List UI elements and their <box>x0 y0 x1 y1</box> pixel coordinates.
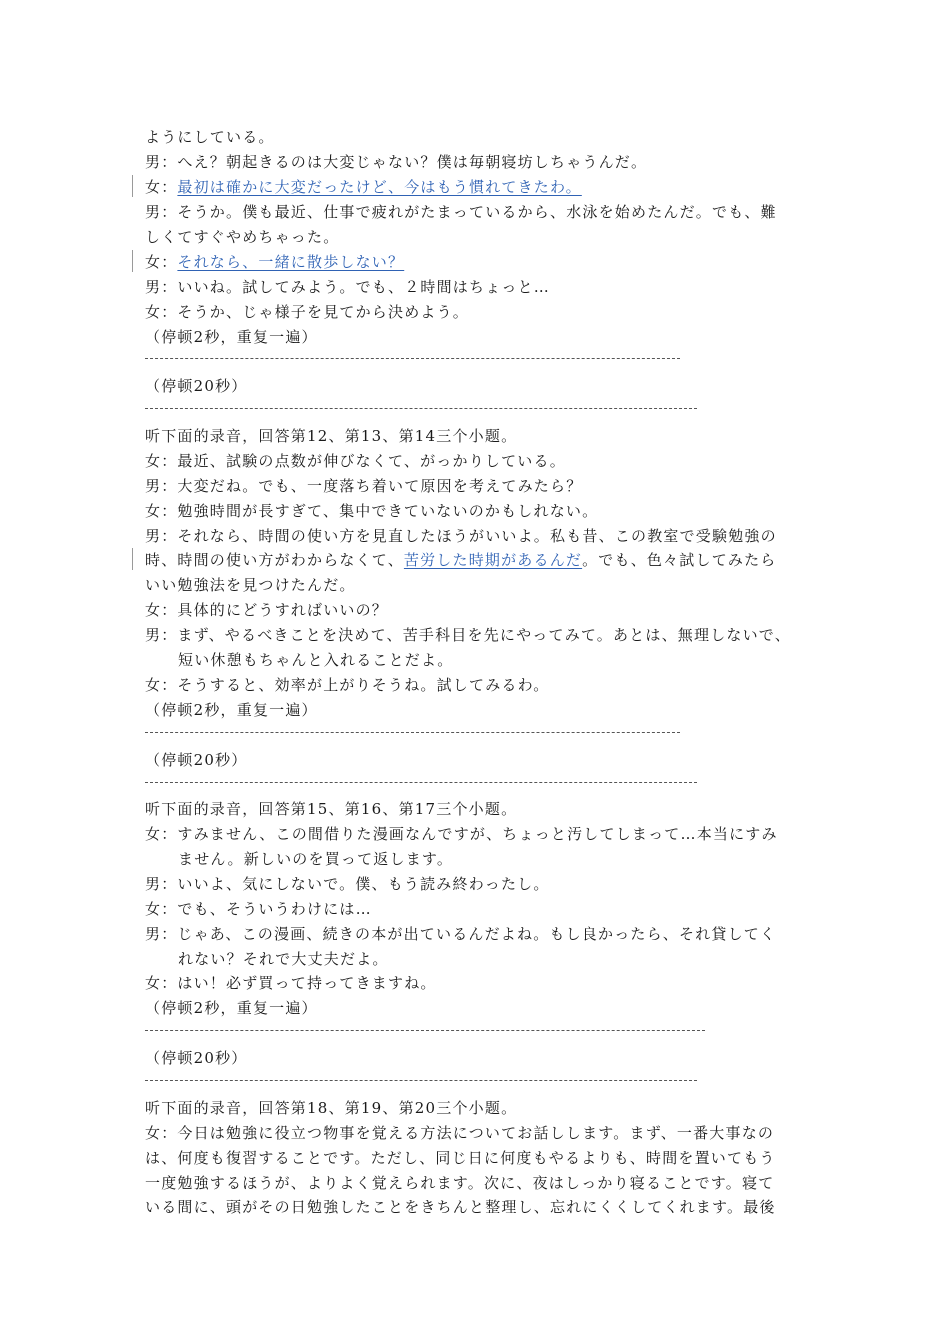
dialogue-line: 女：具体的にどうすればいいの？ <box>145 601 389 619</box>
pause-instruction: （停顿20秒） <box>145 751 248 769</box>
pause-instruction: （停顿2秒，重复一遍） <box>145 328 318 346</box>
separator-rule <box>145 776 697 788</box>
dialogue-line: いる間に、頭がその日勉強したことをきちんと整理し、忘れにくくしてくれます。最後 <box>145 1198 776 1216</box>
dialogue-line: れない？それで大丈夫だよ。 <box>178 950 389 968</box>
speaker-label: 女： <box>145 502 178 520</box>
speaker-label: 女： <box>145 452 178 470</box>
pause-instruction: （停顿2秒，重复一遍） <box>145 999 318 1017</box>
dialogue-line <box>145 175 825 199</box>
dialogue-line: 男：じゃあ、この漫画、続きの本が出ているんだよね。もし良かったら、それ貸してく <box>145 925 777 943</box>
pause-instruction: （停顿20秒） <box>145 377 248 395</box>
dialogue-line: いい勉強法を見つけたんだ。 <box>145 576 356 594</box>
speaker-label: 女： <box>145 900 178 918</box>
revision-bar <box>132 175 133 197</box>
speaker-label: 女： <box>145 676 178 694</box>
speaker-label: 女： <box>145 1124 178 1142</box>
speaker-label: 男： <box>145 875 178 893</box>
pause-instruction: （停顿20秒） <box>145 1049 248 1067</box>
dialogue-line: 女：勉強時間が長すぎて、集中できていないのかもしれない。 <box>145 502 599 520</box>
speaker-label: 女： <box>145 303 178 321</box>
dialogue-line: ません。新しいのを買って返します。 <box>178 850 454 868</box>
dialogue-line: 男：いいよ、気にしないで。僕、もう読み終わったし。 <box>145 875 550 893</box>
dialogue-line: 女：そうすると、効率が上がりそうね。試してみるわ。 <box>145 676 550 694</box>
section-heading: 听下面的录音，回答第18、第19、第20三个小题。 <box>145 1099 518 1117</box>
separator-rule <box>145 402 697 414</box>
dialogue-line: 男：まず、やるべきことを決めて、苦手科目を先にやってみて。あとは、無理しないで、 <box>145 626 791 644</box>
speaker-label: 女： <box>145 974 178 992</box>
separator-rule <box>145 352 680 364</box>
highlighted-answer: 最初は確かに大変だったけど、今はもう慣れてきたわ。 <box>177 178 582 196</box>
speaker-label: 女： <box>145 178 178 196</box>
speaker-label: 男： <box>145 477 178 495</box>
dialogue-line: ようにしている。 <box>145 128 275 146</box>
highlighted-answer: 苦労した時期があるんだ <box>403 551 583 569</box>
section-heading: 听下面的录音，回答第12、第13、第14三个小题。 <box>145 427 518 445</box>
speaker-label: 女： <box>145 825 178 843</box>
dialogue-line: 女：すみません、この間借りた漫画なんですが、ちょっと汚してしまって…本当にすみ <box>145 825 778 843</box>
dialogue-line: 短い休憩もちゃんと入れることだよ。 <box>178 651 454 669</box>
dialogue-line: 女：はい！必ず買って持ってきますね。 <box>145 974 437 992</box>
speaker-label: 女： <box>145 601 178 619</box>
dialogue-line: 時、時間の使い方がわからなくて、苦労した時期があるんだ。でも、色々試してみたら <box>145 551 777 569</box>
speaker-label: 男： <box>145 278 178 296</box>
separator-rule <box>145 1074 697 1086</box>
dialogue-line: 女：最近、試験の点数が伸びなくて、がっかりしている。 <box>145 452 566 470</box>
separator-rule <box>145 726 680 738</box>
speaker-label: 男： <box>145 626 178 644</box>
dialogue-line: 女：そうか、じゃ様子を見てから決めよう。 <box>145 303 470 321</box>
section-heading: 听下面的录音，回答第15、第16、第17三个小题。 <box>145 800 518 818</box>
speaker-label: 女： <box>145 253 178 271</box>
speaker-label: 男： <box>145 527 178 545</box>
revision-bar <box>132 548 133 570</box>
dialogue-line: 男：そうか。僕も最近、仕事で疲れがたまっているから、水泳を始めたんだ。でも、難 <box>145 203 777 221</box>
dialogue-line: 男：大変だね。でも、一度落ち着いて原因を考えてみたら？ <box>145 477 583 495</box>
dialogue-line: しくてすぐやめちゃった。 <box>145 228 340 246</box>
speaker-label: 男： <box>145 925 178 943</box>
dialogue-line: 男：それなら、時間の使い方を見直したほうがいいよ。私も昔、この教室で受験勉強の <box>145 527 777 545</box>
dialogue-line <box>145 250 825 274</box>
dialogue-line: 女：今日は勉強に役立つ物事を覚える方法についてお話しします。まず、一番大事なの <box>145 1124 775 1142</box>
dialogue-line: は、何度も復習することです。ただし、同じ日に何度もやるよりも、時間を置いてもう <box>145 1149 776 1167</box>
revision-bar <box>132 250 133 272</box>
separator-rule <box>145 1024 705 1036</box>
highlighted-answer: それなら、一緒に散歩しない？ <box>177 253 405 271</box>
dialogue-line: 一度勉強するほうが、よりよく覚えられます。次に、夜はしっかり寝ることです。寝て <box>145 1174 775 1192</box>
dialogue-line: 女：でも、そういうわけには… <box>145 900 372 918</box>
pause-instruction: （停顿2秒，重复一遍） <box>145 701 318 719</box>
speaker-label: 男： <box>145 203 178 221</box>
speaker-label: 男： <box>145 153 178 171</box>
dialogue-line: 男：へえ？朝起きるのは大変じゃない？僕は毎朝寝坊しちゃうんだ。 <box>145 153 648 171</box>
dialogue-line: 男：いいね。試してみよう。でも、２時間はちょっと… <box>145 278 551 296</box>
